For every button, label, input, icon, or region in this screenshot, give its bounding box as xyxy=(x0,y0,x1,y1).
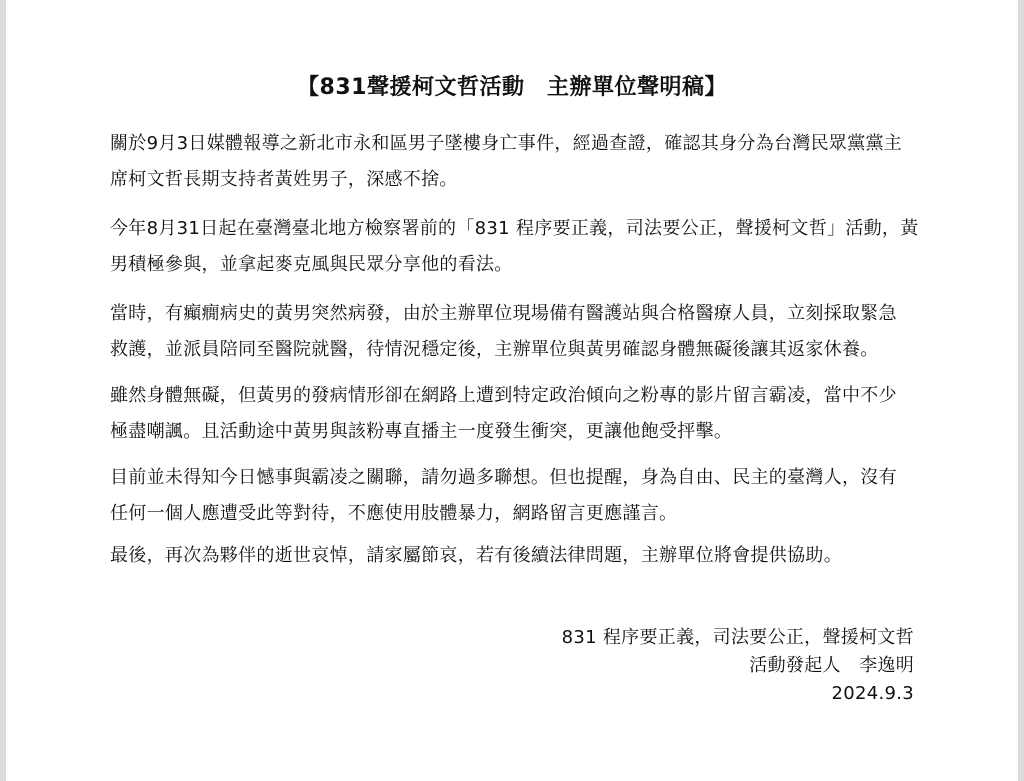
paragraph-4: 雖然身體無礙，但黃男的發病情形卻在網路上遭到特定政治傾向之粉專的影片留言霸凌，當中不少 極盡嘲諷。且活動途中黃男與該粉專直播主一度發生衝突，更讓他飽受抨擊。 xyxy=(110,385,897,442)
signature-initiator: 活動發起人 李逸明 xyxy=(749,655,914,676)
paragraph-6: 最後，再次為夥伴的逝世哀悼，請家屬節哀，若有後續法律問題，主辦單位將會提供協助。 xyxy=(110,545,842,566)
signature-event: 831 程序要正義，司法要公正，聲援柯文哲 xyxy=(561,627,914,648)
paragraph-1: 關於9月3日媒體報導之新北市永和區男子墜樓身亡事件，經過查證，確認其身分為台灣民眾黨黨主 席柯文哲長期支持者黃姓男子，深感不捨。 xyxy=(110,133,903,190)
paragraph-2: 今年8月31日起在臺灣臺北地方檢察署前的「831 程序要正義，司法要公正，聲援柯文哲」活動，黃 男積極參與，並拿起麥克風與民眾分享他的看法。 xyxy=(110,218,919,275)
paragraph-3: 當時，有癲癇病史的黃男突然病發，由於主辦單位現場備有醫護站與合格醫療人員，立刻採取緊急 救護，並派員陪同至醫院就醫，待情況穩定後，主辦單位與黃男確認身體無礙後讓其返家休養。 xyxy=(110,303,897,360)
paragraph-5: 目前並未得知今日憾事與霸凌之關聯，請勿過多聯想。但也提醒，身為自由、民主的臺灣人，沒有 任何一個人應遭受此等對待，不應使用肢體暴力，網路留言更應謹言。 xyxy=(110,467,897,524)
signature-date: 2024.9.3 xyxy=(831,683,914,704)
statement-title: 【831聲援柯文哲活動 主辦單位聲明稿】 xyxy=(297,75,727,100)
